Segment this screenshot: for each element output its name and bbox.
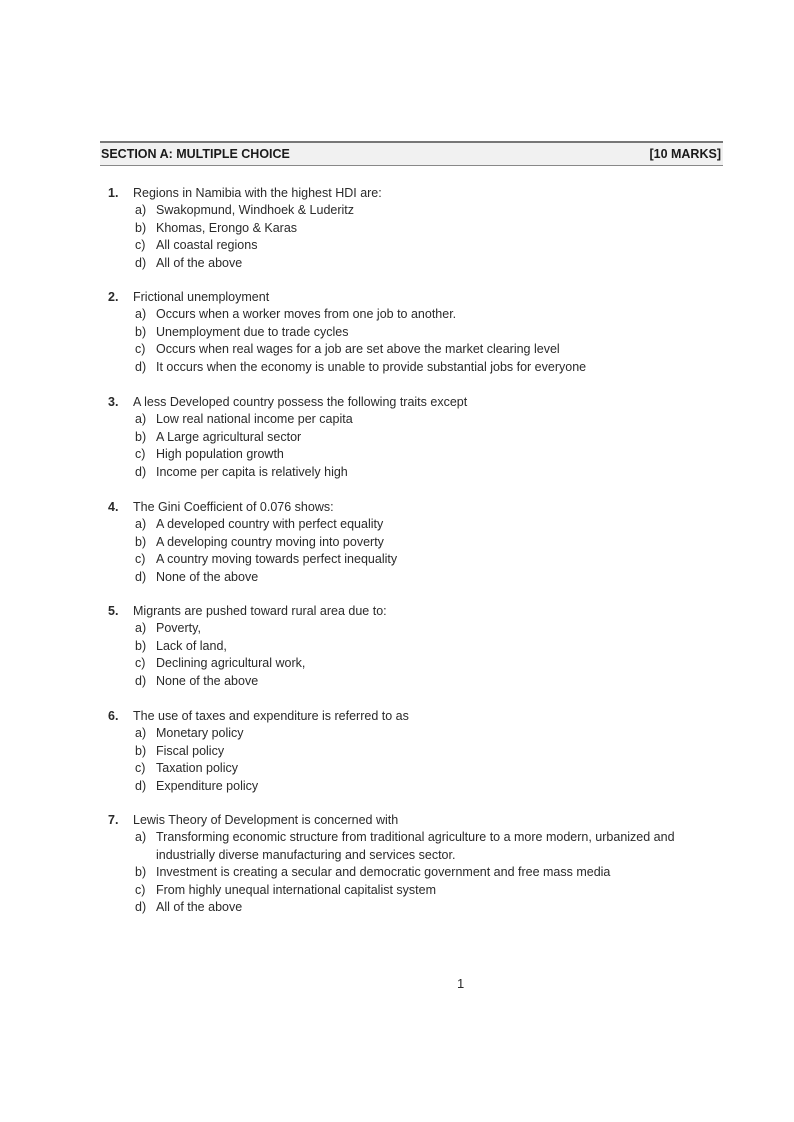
option-text: Taxation policy bbox=[156, 761, 238, 776]
option-list bbox=[135, 725, 718, 795]
question-stem bbox=[108, 812, 718, 829]
question-stem bbox=[108, 708, 718, 725]
section-marks: [10 MARKS] bbox=[649, 147, 721, 161]
option-b bbox=[135, 743, 718, 760]
option-letter: d) bbox=[135, 255, 147, 270]
question-1 bbox=[108, 185, 718, 272]
question-stem bbox=[108, 394, 718, 411]
option-letter: d) bbox=[135, 673, 147, 688]
option-letter: b) bbox=[135, 324, 147, 339]
option-letter: b) bbox=[135, 534, 147, 549]
option-text: Khomas, Erongo & Karas bbox=[156, 220, 298, 235]
option-c bbox=[135, 760, 718, 777]
option-list bbox=[135, 516, 718, 586]
option-c bbox=[135, 237, 718, 254]
option-letter: c) bbox=[135, 447, 146, 462]
option-d bbox=[135, 778, 718, 795]
question-text: Frictional unemployment bbox=[133, 290, 270, 304]
option-a bbox=[135, 516, 718, 533]
option-list bbox=[135, 620, 718, 690]
option-text: Fiscal policy bbox=[156, 743, 225, 758]
option-letter: a) bbox=[135, 726, 147, 741]
option-letter: d) bbox=[135, 359, 147, 374]
option-text: A country moving towards perfect inequality bbox=[156, 552, 398, 567]
question-text: The use of taxes and expenditure is referred to as bbox=[133, 709, 409, 723]
question-6 bbox=[108, 708, 718, 795]
question-stem bbox=[108, 603, 718, 620]
option-text: Unemployment due to trade cycles bbox=[156, 324, 349, 339]
option-b bbox=[135, 534, 718, 551]
option-text: Poverty, bbox=[156, 621, 201, 636]
question-stem bbox=[108, 499, 718, 516]
option-text: All of the above bbox=[156, 900, 243, 915]
option-text: Occurs when a worker moves from one job to another. bbox=[156, 307, 457, 322]
option-letter: a) bbox=[135, 830, 147, 845]
option-list bbox=[135, 202, 718, 272]
option-letter: d) bbox=[135, 464, 147, 479]
question-number: 1. bbox=[108, 186, 119, 200]
option-text: Monetary policy bbox=[156, 726, 244, 741]
option-d bbox=[135, 464, 718, 481]
option-letter: a) bbox=[135, 517, 147, 532]
question-number: 7. bbox=[108, 813, 119, 827]
option-b bbox=[135, 864, 718, 881]
option-text: A Large agricultural sector bbox=[156, 429, 302, 444]
option-list bbox=[135, 829, 718, 916]
question-5 bbox=[108, 603, 718, 690]
option-text: Investment is creating a secular and democratic government and free mass media bbox=[156, 865, 611, 880]
question-text: Regions in Namibia with the highest HDI are: bbox=[133, 186, 382, 200]
option-letter: b) bbox=[135, 638, 147, 653]
option-a bbox=[135, 411, 718, 428]
option-b bbox=[135, 638, 718, 655]
option-list bbox=[135, 411, 718, 481]
option-text: Transforming economic structure from traditional agriculture to a more modern, urbanized and industrially diverse manufacturing and services sector. bbox=[156, 830, 675, 862]
option-letter: b) bbox=[135, 220, 147, 235]
question-number: 3. bbox=[108, 395, 119, 409]
option-d bbox=[135, 359, 718, 376]
option-letter: c) bbox=[135, 656, 146, 671]
question-text: Migrants are pushed toward rural area due to: bbox=[133, 604, 387, 618]
question-number: 5. bbox=[108, 604, 119, 618]
option-text: Declining agricultural work, bbox=[156, 656, 306, 671]
question-text: The Gini Coefficient of 0.076 shows: bbox=[133, 500, 334, 514]
option-text: Lack of land, bbox=[156, 638, 227, 653]
option-letter: a) bbox=[135, 307, 147, 322]
option-letter: b) bbox=[135, 429, 147, 444]
option-letter: d) bbox=[135, 569, 147, 584]
option-a bbox=[135, 829, 718, 864]
option-letter: a) bbox=[135, 203, 147, 218]
option-text: Low real national income per capita bbox=[156, 412, 353, 427]
option-c bbox=[135, 551, 718, 568]
option-letter: c) bbox=[135, 761, 146, 776]
question-2 bbox=[108, 289, 718, 376]
option-letter: d) bbox=[135, 900, 147, 915]
question-stem bbox=[108, 185, 718, 202]
option-d bbox=[135, 673, 718, 690]
option-text: Occurs when real wages for a job are set above the market clearing level bbox=[156, 342, 560, 357]
option-letter: b) bbox=[135, 743, 147, 758]
option-text: Income per capita is relatively high bbox=[156, 464, 348, 479]
option-text: Swakopmund, Windhoek & Luderitz bbox=[156, 203, 355, 218]
option-text: All of the above bbox=[156, 255, 243, 270]
option-text: Expenditure policy bbox=[156, 778, 259, 793]
option-text: It occurs when the economy is unable to provide substantial jobs for everyone bbox=[156, 359, 587, 374]
question-text: Lewis Theory of Development is concerned with bbox=[133, 813, 399, 827]
option-list bbox=[135, 306, 718, 376]
option-b bbox=[135, 324, 718, 341]
option-d bbox=[135, 255, 718, 272]
option-text: All coastal regions bbox=[156, 238, 258, 253]
question-number: 6. bbox=[108, 709, 119, 723]
option-letter: d) bbox=[135, 778, 147, 793]
section-title: SECTION A: MULTIPLE CHOICE bbox=[101, 147, 290, 161]
option-b bbox=[135, 429, 718, 446]
option-letter: b) bbox=[135, 865, 147, 880]
option-text: A developing country moving into poverty bbox=[156, 534, 384, 549]
option-letter: a) bbox=[135, 621, 147, 636]
question-4 bbox=[108, 499, 718, 586]
option-d bbox=[135, 899, 718, 916]
option-text: None of the above bbox=[156, 673, 259, 688]
option-a bbox=[135, 620, 718, 637]
question-7 bbox=[108, 812, 718, 916]
question-3 bbox=[108, 394, 718, 481]
option-letter: c) bbox=[135, 238, 146, 253]
option-b bbox=[135, 220, 718, 237]
page-number: 1 bbox=[457, 976, 465, 991]
option-text: High population growth bbox=[156, 447, 284, 462]
option-d bbox=[135, 569, 718, 586]
option-c bbox=[135, 446, 718, 463]
option-c bbox=[135, 655, 718, 672]
question-number: 4. bbox=[108, 500, 119, 514]
option-c bbox=[135, 341, 718, 358]
option-a bbox=[135, 725, 718, 742]
option-a bbox=[135, 202, 718, 219]
option-letter: c) bbox=[135, 882, 146, 897]
question-number: 2. bbox=[108, 290, 119, 304]
option-letter: a) bbox=[135, 412, 147, 427]
section-header bbox=[100, 141, 723, 166]
option-c bbox=[135, 882, 718, 899]
option-text: None of the above bbox=[156, 569, 259, 584]
option-a bbox=[135, 306, 718, 323]
option-letter: c) bbox=[135, 342, 146, 357]
question-stem bbox=[108, 289, 718, 306]
option-text: A developed country with perfect equality bbox=[156, 517, 384, 532]
question-text: A less Developed country possess the following traits except bbox=[133, 395, 468, 409]
option-letter: c) bbox=[135, 552, 146, 567]
option-text: From highly unequal international capitalist system bbox=[156, 882, 436, 897]
